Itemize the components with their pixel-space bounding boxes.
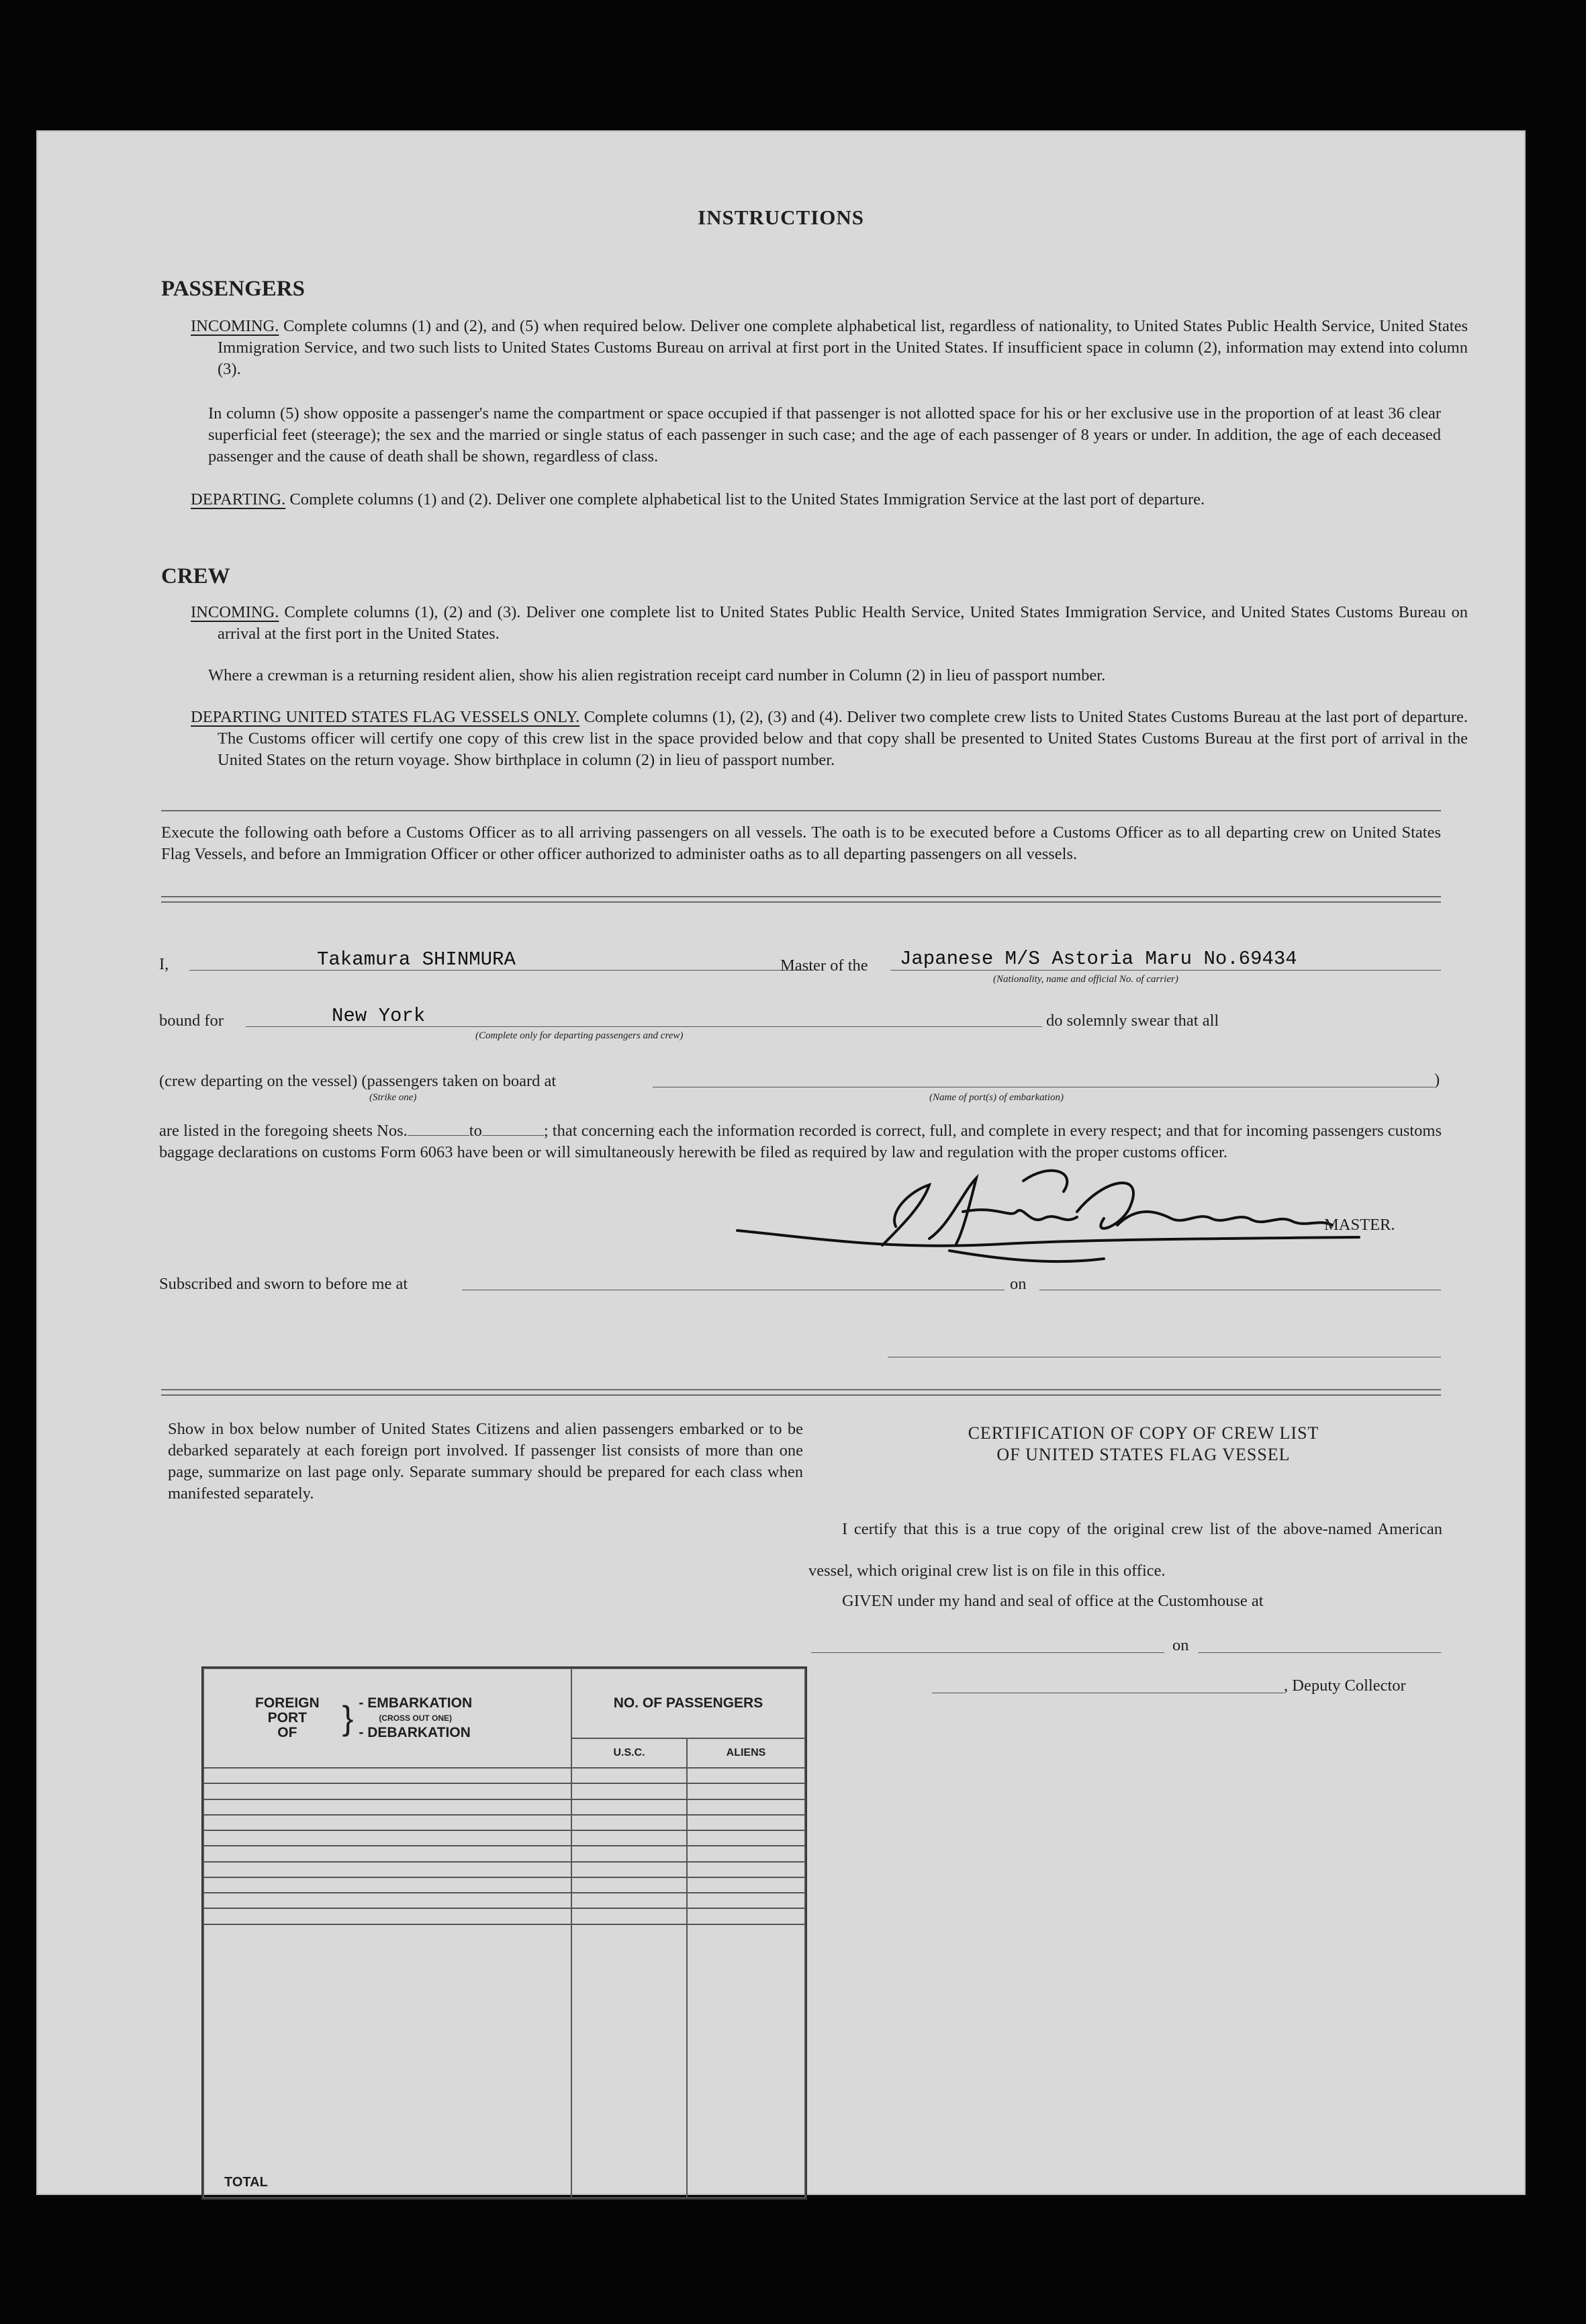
divider <box>161 901 1441 903</box>
master-of-label: Master of the <box>780 956 868 975</box>
passengers-incoming-text: Complete columns (1) and (2), and (5) when required below. Deliver one complete alphabetical list, regardless of nationality, to United States Public Health Service, United States Immigration Service, and two such lists to United States Customs Bureau on arrival at first port in the United States. If insufficient space in column (2), information may extend into column (3). <box>218 317 1468 378</box>
customhouse-line <box>811 1652 1164 1653</box>
passengers-departing-label: DEPARTING. <box>191 490 286 508</box>
crew-incoming-label: INCOMING. <box>191 603 279 621</box>
table-row <box>203 1799 805 1815</box>
embarkation-caption: (Name of port(s) of embarkation) <box>929 1092 1064 1103</box>
crew-departing-text: (crew departing on the vessel) (passengers taken on board at <box>159 1072 557 1090</box>
vessel-line <box>890 970 1441 971</box>
table-row <box>203 1768 805 1783</box>
crew-resident-paragraph: Where a crewman is a returning resident alien, show his alien registration receipt card number in Column (2) in lieu of passport number. <box>208 666 1106 684</box>
deputy-collector-label: , Deputy Collector <box>1284 1677 1406 1695</box>
passengers-departing-text: Complete columns (1) and (2). Deliver one complete alphabetical list to the United States Immigration Service at the last port of departure. <box>285 490 1205 508</box>
certification-given-text: GIVEN under my hand and seal of office at the Customhouse at <box>842 1592 1264 1610</box>
destination: New York <box>332 1005 426 1027</box>
table-row <box>203 1783 805 1799</box>
sworn-on-label: on <box>1010 1275 1027 1293</box>
crew-flag-label: DEPARTING UNITED STATES FLAG VESSELS ONLY. <box>191 708 580 726</box>
embarkation-label: - EMBARKATION <box>359 1695 473 1711</box>
vessel-caption: (Nationality, name and official No. of carrier) <box>993 974 1178 985</box>
bound-for-label: bound for <box>159 1012 224 1030</box>
crew-incoming-paragraph <box>191 602 1468 645</box>
port-label: PORT <box>267 1710 307 1726</box>
divider <box>161 1389 1441 1390</box>
vessel-name: Japanese M/S Astoria Maru No.69434 <box>900 948 1297 970</box>
summary-instructions: Show in box below number of United States Citizens and alien passengers embarked or to be debarked separately at each foreign port involved. If passenger list consists of more than one page, summarize on last page only. Separate summary should be prepared for each class when manifested separately. <box>168 1420 803 1503</box>
total-row <box>203 1924 805 2198</box>
foreign-port-header: FOREIGN PORT OF } - EMBARKATION (CROSS OUT ONE) - DEBARKATION <box>203 1668 571 1768</box>
passengers-incoming-label: INCOMING. <box>191 317 279 335</box>
divider <box>161 810 1441 811</box>
table-row <box>203 1908 805 1924</box>
table-row <box>203 1862 805 1877</box>
debarkation-label: - DEBARKATION <box>359 1725 471 1740</box>
passengers-incoming-paragraph <box>191 316 1468 380</box>
no-passengers-header: NO. OF PASSENGERS <box>571 1668 805 1738</box>
master-label: MASTER. <box>1324 1216 1395 1234</box>
aliens-header: ALIENS <box>687 1738 805 1768</box>
listed-text-1: are listed in the foregoing sheets Nos. <box>159 1122 408 1140</box>
page-title: INSTRUCTIONS <box>698 206 865 229</box>
certification-date-line <box>1198 1652 1441 1653</box>
master-signature <box>728 1165 1399 1272</box>
usc-header: U.S.C. <box>571 1738 687 1768</box>
listed-text-2: ; that concerning each the information recorded is correct, full, and complete in every respect; and that for incoming passengers customs baggage declarations on customs Form 6063 have been or will simultaneously herewith be filed as required by law and regulation with the proper customs officer. <box>159 1122 1442 1161</box>
certification-on-label: on <box>1172 1636 1189 1654</box>
destination-caption: (Complete only for departing passengers and crew) <box>475 1030 684 1041</box>
table-row <box>203 1893 805 1908</box>
of-label: OF <box>277 1725 297 1740</box>
crew-flag-paragraph <box>191 707 1468 771</box>
table-row <box>203 1877 805 1893</box>
table-row <box>203 1815 805 1830</box>
subscribed-label: Subscribed and sworn to before me at <box>159 1275 408 1293</box>
embarkation-close-paren: ) <box>1434 1071 1440 1089</box>
foreign-label: FOREIGN <box>255 1695 320 1711</box>
certification-title <box>845 1423 1442 1466</box>
listed-paragraph <box>159 1120 1442 1163</box>
crew-incoming-text: Complete columns (1), (2) and (3). Deliver one complete list to United States Public Health Service, United States Immigration Service, and United States Customs Bureau on arrival at the first port in the United States. <box>218 603 1468 643</box>
swear-text: do solemnly swear that all <box>1046 1012 1219 1030</box>
table-row <box>203 1846 805 1861</box>
crew-flag-text: Complete columns (1), (2), (3) and (4). Deliver two complete crew lists to United States Customs Bureau at the last port of departure. The Customs officer will certify one copy of this crew list in the space provided below and that copy shall be presented to United States Customs Bureau at the first port of arrival in the United States on the return voyage. Show birthplace in column (2) in lieu of passport number. <box>218 708 1468 769</box>
cross-out-label: (CROSS OUT ONE) <box>379 1713 453 1723</box>
passenger-summary-table <box>201 1666 807 2200</box>
master-name: Takamura SHINMURA <box>317 948 516 971</box>
certification-text: I certify that this is a true copy of the original crew list of the above-named American vessel, which original crew list is on file in this office. <box>808 1520 1442 1580</box>
passengers-heading: PASSENGERS <box>161 277 305 301</box>
total-label: TOTAL <box>203 1924 571 2198</box>
certification-title-line2: OF UNITED STATES FLAG VESSEL <box>996 1445 1291 1464</box>
oath-i-label: I, <box>159 955 169 973</box>
oath-instructions: Execute the following oath before a Customs Officer as to all arriving passengers on all vessels. The oath is to be executed before a Customs Officer as to all departing crew on United States Flag Vessels, and before an Immigration Officer or other officer authorized to administer oaths as to all departing passengers on all vessels. <box>161 823 1441 863</box>
crew-heading: CREW <box>161 564 230 588</box>
strike-caption: (Strike one) <box>369 1092 417 1103</box>
passengers-column5-paragraph: In column (5) show opposite a passenger's name the compartment or space occupied if that passenger is not allotted space for his or her exclusive use in the proportion of at least 36 clear superficial feet (steerage); the sex and the married or single status of each passenger in such case; and the age of each passenger of 8 years or under. In addition, the age of each deceased passenger and the cause of death shall be shown, regardless of class. <box>208 404 1441 465</box>
listed-to: to <box>469 1122 482 1140</box>
certification-title-line1: CERTIFICATION OF COPY OF CREW LIST <box>968 1423 1319 1443</box>
passengers-departing-paragraph <box>191 489 1468 510</box>
table-row <box>203 1830 805 1846</box>
document-page <box>36 130 1526 2195</box>
divider <box>161 896 1441 897</box>
divider <box>161 1394 1441 1396</box>
